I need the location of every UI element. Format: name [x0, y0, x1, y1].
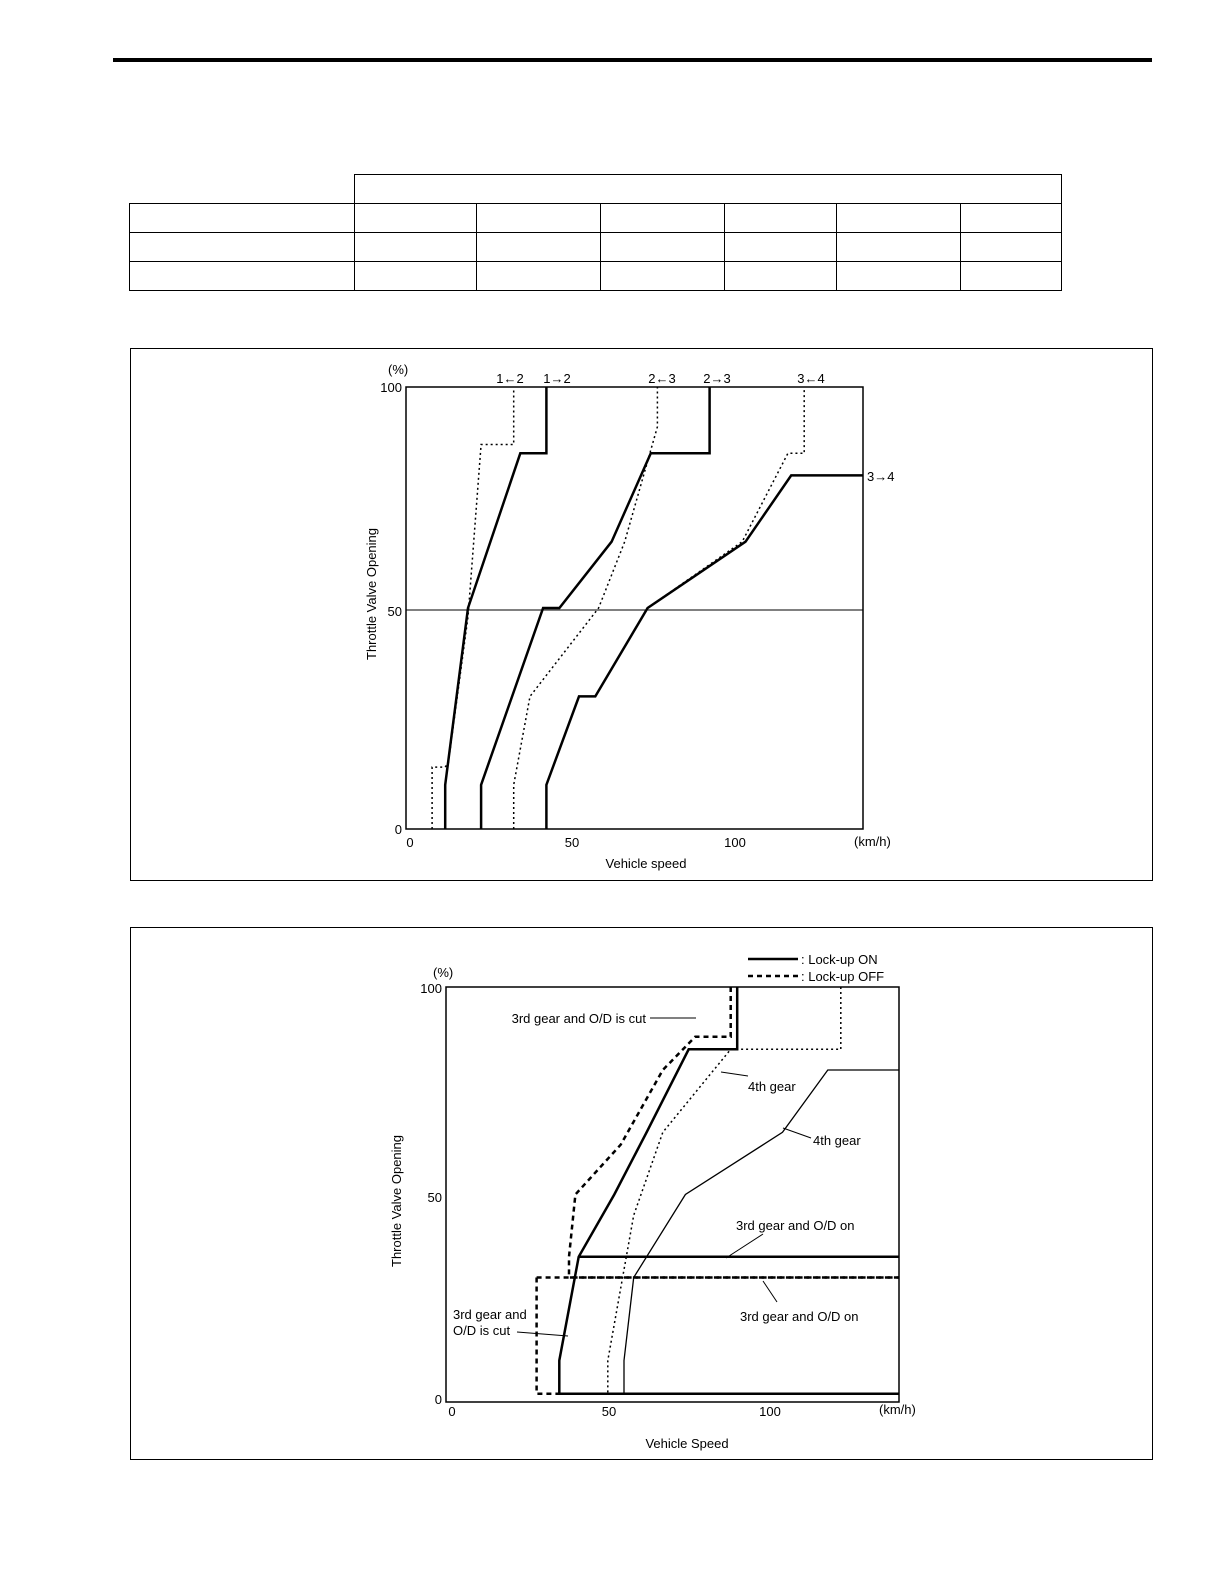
table-cell — [477, 262, 601, 291]
table-cell — [355, 262, 477, 291]
annotation-leader — [726, 1234, 763, 1258]
series-label: 3←4 — [797, 371, 825, 386]
shift-diagram-svg — [131, 349, 1152, 880]
table-cell — [961, 262, 1062, 291]
annotation-label: 3rd gear and O/D on — [736, 1218, 855, 1233]
y-tick-label: 0 — [434, 1392, 442, 1407]
annotation-label: 3rd gear and O/D on — [740, 1309, 859, 1324]
annotation-label: 4th gear — [813, 1133, 861, 1148]
y-tick-label: 50 — [427, 1190, 442, 1205]
table-cell — [837, 262, 961, 291]
annotation-label: 3rd gear and — [453, 1307, 527, 1322]
header-rule — [113, 58, 1152, 62]
table-cell — [725, 233, 837, 262]
x-axis-label: Vehicle speed — [605, 856, 687, 871]
table-cell — [837, 204, 961, 233]
plot-frame — [406, 387, 863, 829]
series-line-1 — [445, 387, 546, 829]
annotation-label: 4th gear — [748, 1079, 796, 1094]
series-label: 1←2 — [496, 371, 524, 386]
table-cell — [130, 233, 355, 262]
x-tick-label: 0 — [448, 1404, 456, 1419]
series-line-3 — [481, 387, 709, 829]
annotation-label: 3rd gear and O/D is cut — [511, 1011, 646, 1026]
table-cell — [477, 204, 601, 233]
table-cell — [355, 233, 477, 262]
table-row — [130, 204, 1062, 233]
annotation-label: O/D is cut — [453, 1323, 511, 1338]
table-cell — [837, 233, 961, 262]
annotation-leader — [721, 1072, 748, 1076]
table-cell — [725, 204, 837, 233]
plot-frame — [446, 987, 899, 1402]
x-unit: (km/h) — [854, 834, 891, 849]
table-row — [130, 262, 1062, 291]
legend-label-on: : Lock-up ON — [801, 952, 878, 967]
x-unit: (km/h) — [879, 1402, 916, 1417]
table-cell — [961, 233, 1062, 262]
series-line-5 — [546, 475, 863, 829]
series-line-0 — [432, 387, 514, 829]
series-label: 2→3 — [703, 371, 731, 386]
table-cell — [601, 204, 725, 233]
table-cell — [601, 233, 725, 262]
y-tick-label: 50 — [387, 604, 402, 619]
series-line-1 — [559, 987, 899, 1394]
y-tick-label: 100 — [420, 981, 442, 996]
annotation-leader — [763, 1281, 777, 1302]
legend-label-off: : Lock-up OFF — [801, 969, 885, 984]
series-label: 1→2 — [543, 371, 571, 386]
shift-diagram-chart — [130, 348, 1153, 881]
y-axis-label: Throttle Valve Opening — [364, 528, 379, 660]
blank-table — [129, 174, 1062, 291]
table-cell — [601, 262, 725, 291]
series-label: 3→4 — [867, 469, 895, 484]
table-cell — [477, 233, 601, 262]
table-cell — [725, 262, 837, 291]
lockup-diagram-svg — [131, 928, 1152, 1459]
x-tick-label: 100 — [724, 835, 746, 850]
table-row — [130, 175, 1062, 204]
series-line-6 — [537, 1278, 560, 1394]
table-cell — [130, 175, 355, 204]
table-cell — [355, 175, 1062, 204]
table-cell — [130, 204, 355, 233]
y-axis-label: Throttle Valve Opening — [389, 1135, 404, 1267]
table-cell — [355, 204, 477, 233]
y-tick-label: 0 — [394, 822, 402, 837]
table-cell — [961, 204, 1062, 233]
lockup-diagram-chart — [130, 927, 1153, 1460]
x-tick-label: 100 — [759, 1404, 781, 1419]
x-axis-label: Vehicle Speed — [645, 1436, 729, 1451]
x-tick-label: 50 — [564, 835, 580, 850]
x-tick-label: 50 — [601, 1404, 617, 1419]
annotation-leader — [783, 1128, 811, 1138]
y-unit: (%) — [433, 965, 454, 980]
table-cell — [130, 262, 355, 291]
table-row — [130, 233, 1062, 262]
annotation-leader — [517, 1332, 568, 1336]
series-label: 2←3 — [648, 371, 676, 386]
x-tick-label: 0 — [406, 835, 414, 850]
y-unit: (%) — [388, 362, 409, 377]
series-group — [537, 987, 899, 1394]
series-group — [432, 387, 863, 829]
y-tick-label: 100 — [380, 380, 402, 395]
series-line-2 — [608, 987, 841, 1394]
